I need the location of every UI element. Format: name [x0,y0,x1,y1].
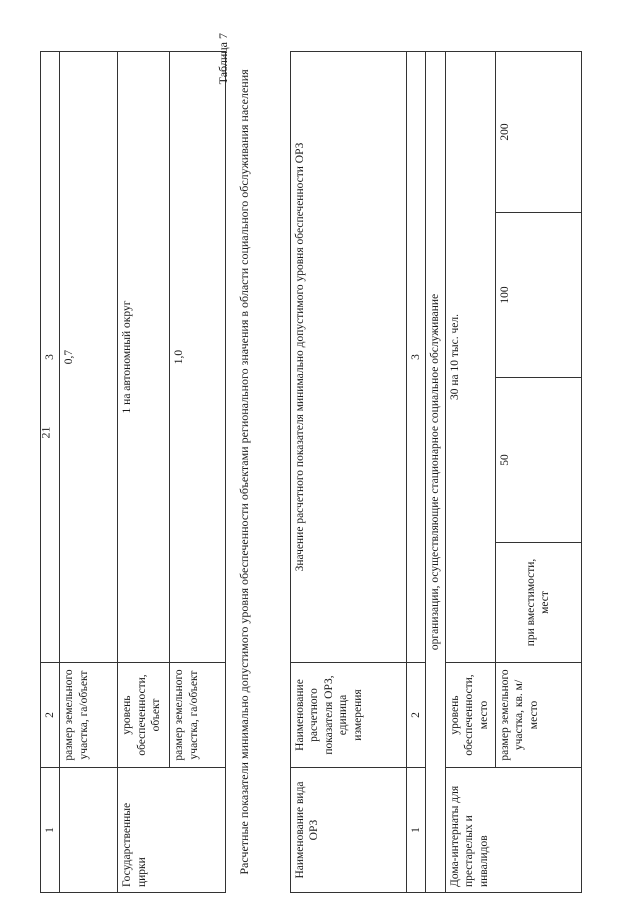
table-cell: 2 [41,663,60,768]
table-header-cell: Наименование расчетного показателя ОРЗ, единица измерения [291,663,407,768]
table-row [41,52,60,893]
table-6-continuation [40,51,226,893]
table-cell: Дома-интернаты для престарелых и инвалидов [445,768,581,893]
table-cell: размер земельного участка, га/объект [170,663,226,768]
table-row [118,52,170,893]
table-cell: уровень обеспеченности, место [445,663,495,768]
table-cell: 100 [495,213,581,378]
table-cell: 200 [495,52,581,213]
table-cell: 3 [41,52,60,663]
table-row [60,52,118,893]
table-section-row: организации, осуществляющие стационарное социальное обслуживание [426,52,445,893]
table-row [445,52,495,893]
table-cell: Государственные цирки [118,768,226,893]
table-cell: 1 [41,768,60,893]
table-row [426,52,445,893]
table-7 [290,51,582,893]
table-row [170,52,226,893]
rotated-sheet [40,28,580,893]
table-row [291,52,407,893]
table-cell: 3 [407,52,426,663]
table-7-title: Расчетные показатели минимально допустимого уровня обеспеченности объектами регионального значения в области социального обслуживания населения [237,69,251,875]
table-cell: 1 [407,768,426,893]
table-header-cell: Наименование вида ОРЗ [291,768,407,893]
table-7-label: Таблица 7 [216,33,230,85]
table-cell: 50 [495,378,581,543]
table-row [495,52,581,893]
page-number: 21 [38,426,53,439]
table-cell: 1 на автономный округ [118,52,170,663]
table-row [407,52,426,893]
table-cell: уровень обеспеченности, объект [118,663,170,768]
table-cell: размер земельного участка, кв. м/место [495,663,581,768]
table-cell [60,768,118,893]
table-cell: 30 на 10 тыс. чел. [445,52,495,663]
table-cell: 2 [407,663,426,768]
table-header-cell: Значение расчетного показателя минимально допустимого уровня обеспеченности ОРЗ [291,52,407,663]
table-cell: 0,7 [60,52,118,663]
table-cell: 1,0 [170,52,226,663]
table-cell: при вместимости, мест [495,543,581,663]
table-cell: размер земельного участка, га/объект [60,663,118,768]
